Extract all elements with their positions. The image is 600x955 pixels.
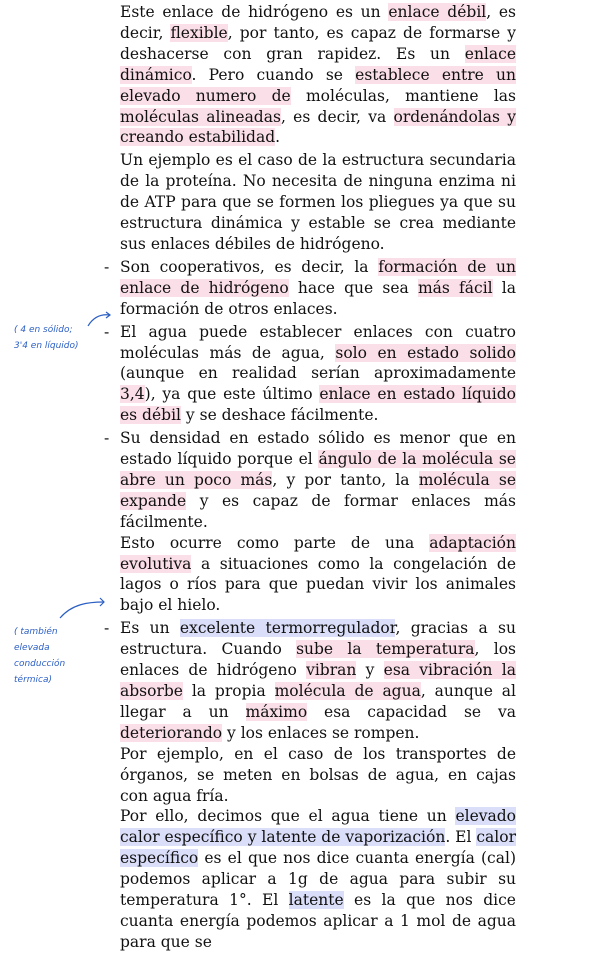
note-arrow-icon — [58, 596, 106, 622]
text-run: , y por tanto, la — [272, 470, 419, 489]
body-text — [104, 2, 516, 955]
paragraph-organ-transport: Por ejemplo, en el caso de los transportes de órganos, se meten en bolsas de agua, en cajas con agua fría. — [120, 744, 516, 805]
note-line: conducción — [14, 659, 66, 669]
note-line: ( también — [14, 627, 58, 637]
text-run: la formación de otros enlaces. — [120, 278, 516, 318]
highlight: 3,4 — [120, 385, 145, 404]
bullet-thermoregulator — [104, 618, 516, 953]
text-run: (aunque en realidad serían aproximadamente — [120, 364, 516, 383]
handwritten-note-conduction — [14, 624, 104, 688]
highlight: latente — [288, 891, 344, 910]
text-run: a situaciones como la congelación de lagos o ríos para que puedan vivir los animales bajo el hielo. — [120, 554, 516, 615]
highlight: elevado calor específico y latente de vaporización — [120, 807, 516, 847]
highlight: moléculas alineadas — [120, 107, 281, 126]
text-run: Son cooperativos, es decir, la — [120, 257, 379, 276]
highlight: máximo — [245, 702, 308, 721]
text-run: , es decir, va — [280, 107, 394, 126]
paragraph-hydrogen-bond — [104, 2, 516, 148]
bullet-dash: - — [104, 619, 110, 638]
highlight: flexible — [170, 23, 228, 42]
highlight: solo en estado solido — [335, 343, 516, 362]
highlight: más fácil — [417, 278, 493, 297]
note-line: ( 4 en sólido; — [14, 325, 73, 335]
paragraph-specific-heat — [116, 806, 516, 952]
highlight: molécula de agua — [274, 682, 421, 700]
highlight: ordenándolas y creando estabilidad — [120, 107, 516, 147]
highlight: establece entre un elevado numero de — [120, 65, 516, 105]
highlight: molécula se expande — [120, 470, 517, 510]
highlight: formación de un enlace de hidrógeno — [120, 257, 516, 297]
bullet-dash: - — [104, 429, 110, 448]
text-run: , los enlaces de hidrógeno — [120, 640, 516, 680]
text-run: , es decir, — [120, 3, 517, 42]
text-run: moléculas, mantiene las — [290, 86, 516, 105]
highlight: sube la temperatura — [296, 640, 475, 659]
note-line: 3'4 en líquido) — [14, 341, 79, 351]
highlight: calor específico — [120, 828, 516, 868]
highlight: enlace dinámico — [120, 44, 516, 84]
text-run: . Pero cuando se — [191, 65, 356, 84]
text-run: . El — [445, 828, 477, 847]
text-run: la propia — [182, 682, 275, 700]
note-arrow-icon — [86, 310, 112, 330]
text-run: es el que nos dice cuanta energía (cal) podemos aplicar a 1g de agua para subir su temperatura 1°. El — [120, 849, 516, 910]
text-run: , por tanto, es capaz de formarse y deshacerse con gran rapidez. Es un — [120, 23, 517, 63]
text-run: Este enlace de hidrógeno es un — [120, 3, 389, 21]
text-run: Su densidad en estado sólido es menor que en estado líquido porque el — [120, 429, 516, 469]
bullet-dash: - — [104, 257, 110, 276]
text-run: y se deshace fácilmente. — [181, 406, 379, 425]
text-run: ), ya que este último — [144, 385, 320, 404]
text-run: , gracias a su estructura. Cuando — [120, 619, 516, 659]
note-line: térmica) — [14, 675, 53, 685]
text-run: El agua puede establecer enlaces con cuatro moléculas más de agua, — [120, 322, 516, 362]
paragraph-adaptation — [116, 533, 516, 617]
highlight: enlace en estado líquido es débil — [120, 385, 517, 425]
highlight: ángulo de la molécula se abre un poco más — [120, 450, 516, 489]
text-run: Es un — [120, 619, 180, 638]
text-run: . — [275, 128, 281, 147]
text-run: Por ello, decimos que el agua tiene un — [120, 807, 456, 826]
highlight: esa vibración la absorbe — [120, 661, 516, 700]
highlight: vibran — [306, 661, 357, 680]
note-line: elevada — [14, 643, 50, 653]
highlight: deteriorando — [120, 723, 223, 742]
highlight: excelente termorregulador — [179, 619, 396, 638]
text-run: , aunque al llegar a un — [120, 682, 517, 721]
bullet-cooperative — [104, 257, 516, 320]
highlight: adaptación evolutiva — [120, 533, 516, 573]
paragraph-protein-example: Un ejemplo es el caso de la estructura secundaria de la proteína. No necesita de ninguna enzima ni de ATP para que se formen los pliegues ya que su estructura dinámica y estable se crea mediante sus enlaces débiles de hidrógeno. — [120, 151, 516, 253]
text-run: y — [356, 661, 384, 680]
text-run: Esto ocurre como parte de una — [120, 533, 430, 552]
highlight: enlace débil — [388, 3, 487, 21]
text-run: hace que sea — [288, 278, 418, 297]
bullet-four-molecules — [104, 322, 516, 427]
text-run: es la que nos dice cuanta energía podemos aplicar a 1 mol de agua para que se — [120, 891, 516, 951]
text-run: y es capaz de formar enlaces más fácilmente. — [120, 491, 516, 531]
bullet-dash: - — [104, 322, 110, 341]
text-run: y los enlaces se rompen. — [222, 723, 420, 742]
text-run: esa capacidad se va — [307, 702, 516, 721]
bullet-density — [104, 428, 516, 616]
